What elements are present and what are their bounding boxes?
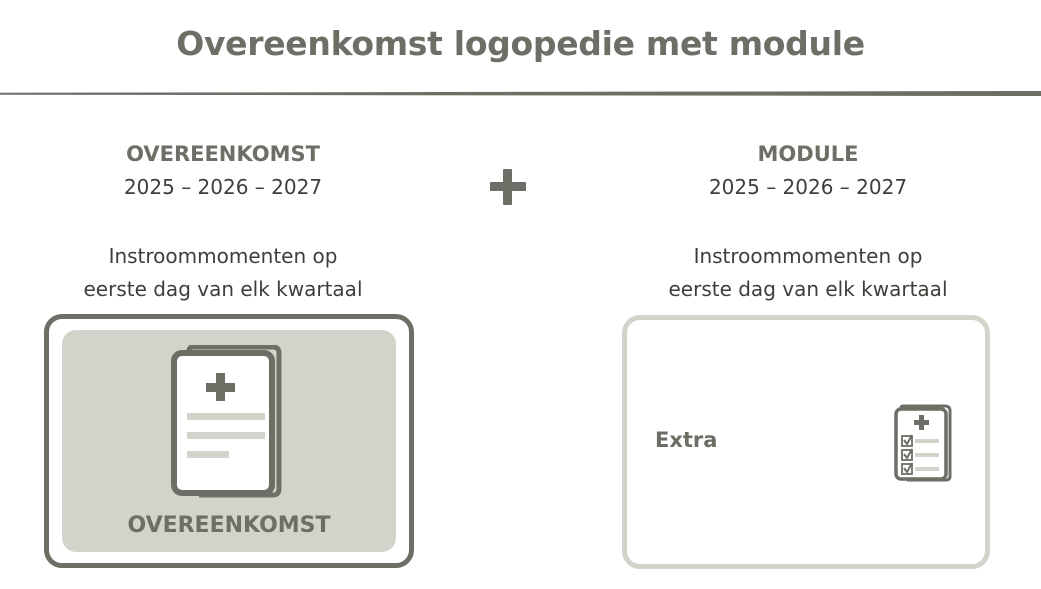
module-intake-note-line2: eerste dag van elk kwartaal — [668, 277, 948, 301]
module-card-label: Extra — [655, 428, 718, 452]
agreement-years: 2025 – 2026 – 2027 — [123, 175, 323, 199]
checklist-plus-icon — [893, 404, 953, 482]
agreement-card-fill — [62, 330, 396, 552]
agreement-intake-note-line1: Instroommomenten op — [108, 244, 338, 268]
agreement-intake-note-line2: eerste dag van elk kwartaal — [83, 277, 363, 301]
agreement-heading: OVEREENKOMST — [126, 142, 320, 166]
module-heading: MODULE — [757, 142, 859, 166]
module-years: 2025 – 2026 – 2027 — [708, 175, 908, 199]
agreement-card — [44, 314, 414, 568]
module-intake-note-line1: Instroommomenten op — [693, 244, 923, 268]
module-card — [622, 315, 990, 569]
module-column — [608, 139, 1008, 306]
document-plus-icon — [169, 345, 285, 499]
page-title: Overeenkomst logopedie met module — [176, 24, 865, 63]
agreement-intake-note — [23, 240, 423, 306]
agreement-column — [23, 139, 423, 306]
module-intake-note — [608, 240, 1008, 306]
plus-icon — [490, 169, 526, 205]
title-divider — [0, 91, 1041, 96]
agreement-card-label: OVEREENKOMST — [127, 513, 331, 538]
